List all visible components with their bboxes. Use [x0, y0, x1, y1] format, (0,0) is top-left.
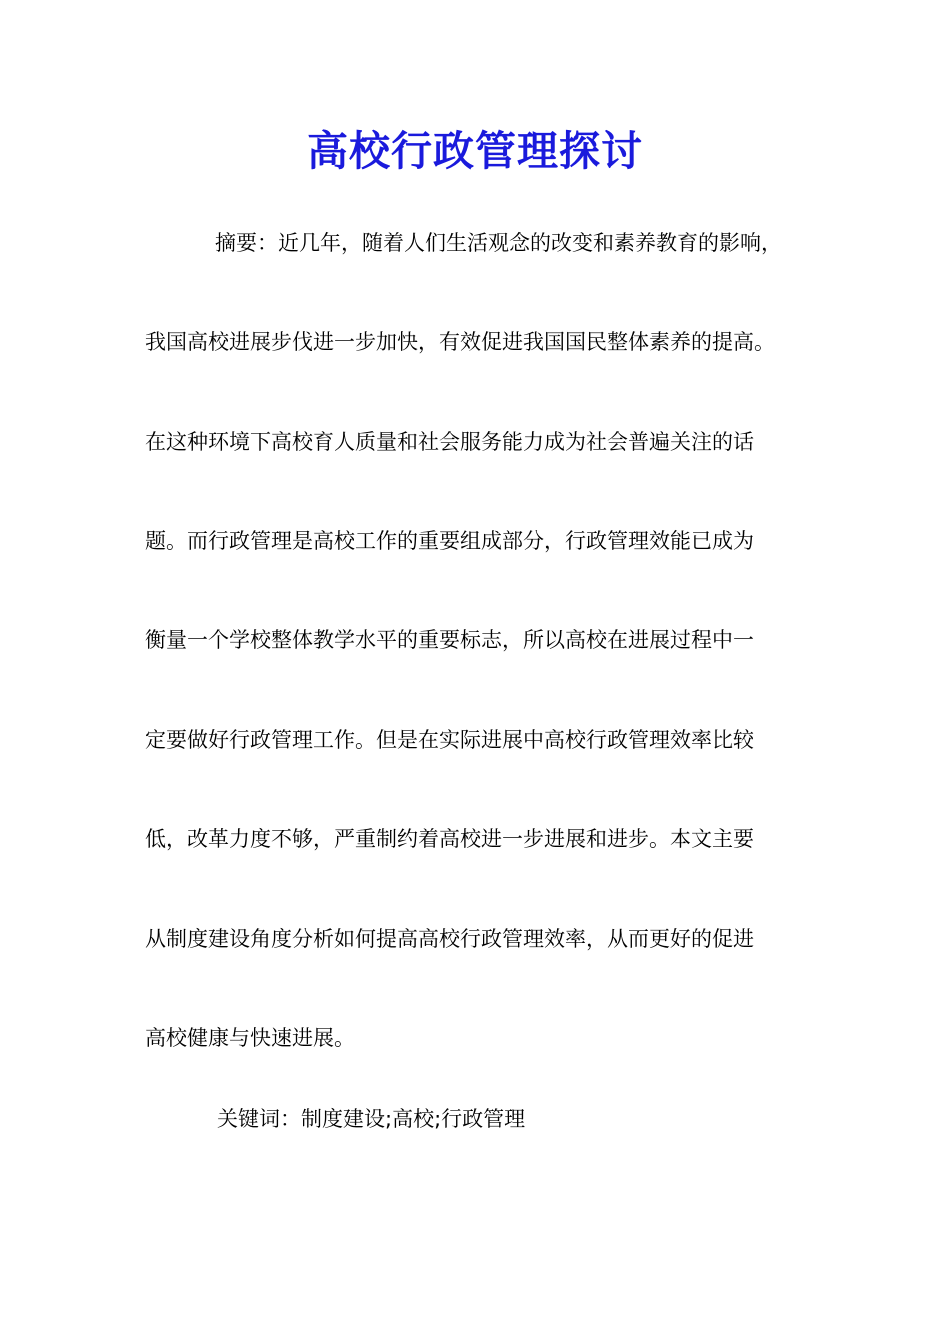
abstract-line-6: 定要做好行政管理工作。但是在实际进展中高校行政管理效率比较	[145, 728, 754, 752]
abstract-line-1: 摘要：近几年，随着人们生活观念的改变和素养教育的影响，	[215, 231, 782, 255]
abstract-line-3: 在这种环境下高校育人质量和社会服务能力成为社会普遍关注的话	[145, 430, 754, 454]
abstract-line-2: 我国高校进展步伐进一步加快，有效促进我国国民整体素养的提高。	[145, 330, 775, 354]
abstract-line-7: 低，改革力度不够，严重制约着高校进一步进展和进步。本文主要	[145, 827, 754, 851]
keywords-line: 关键词：制度建设;高校;行政管理	[217, 1107, 526, 1131]
document-title: 高校行政管理探讨	[307, 127, 643, 175]
abstract-line-4: 题。而行政管理是高校工作的重要组成部分，行政管理效能已成为	[145, 529, 754, 553]
abstract-line-9: 高校健康与快速进展。	[145, 1026, 355, 1050]
abstract-line-8: 从制度建设角度分析如何提高高校行政管理效率，从而更好的促进	[145, 927, 754, 951]
abstract-line-5: 衡量一个学校整体教学水平的重要标志，所以高校在进展过程中一	[145, 628, 754, 652]
